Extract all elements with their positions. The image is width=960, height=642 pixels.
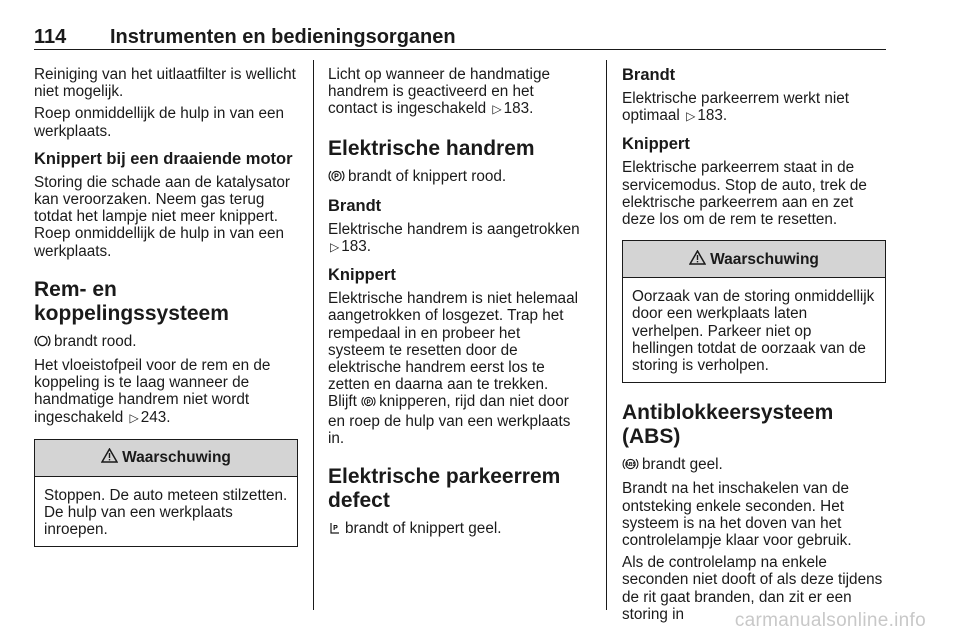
svg-text:P: P	[333, 525, 338, 533]
paragraph: Brandt na het inschakelen van de ontsteking enkele seconden. Het systeem is na het doven van het controlelampje klaar voor gebruik.	[622, 480, 852, 550]
parking-brake-icon	[361, 395, 376, 412]
chapter-title: Instrumenten en bedieningsorganen	[110, 26, 456, 48]
paragraph: Elektrische handrem is aangetrokken ▷ 183.	[328, 220, 580, 256]
parking-brake-icon	[328, 169, 345, 187]
warning-box	[34, 439, 298, 548]
page-reference[interactable]: 183.	[341, 238, 372, 256]
warning-header: Waarschuwing	[35, 440, 297, 477]
header-rule	[34, 49, 886, 50]
status-line: P brandt of knippert rood.	[328, 168, 580, 187]
column-2	[328, 66, 580, 544]
warning-box	[622, 240, 886, 383]
abs-icon	[622, 457, 639, 475]
paragraph: Reiniging van het uitlaatfilter is wellicht niet mogelijk.	[34, 66, 296, 101]
page-reference[interactable]: 183.	[697, 107, 728, 125]
paragraph: Het vloeistofpeil voor de rem en de koppeling is te laag wanneer de handmatige handrem niet wordt ingeschakeld ▷ 243.	[34, 357, 271, 426]
status-line: brandt rood.	[34, 333, 298, 352]
page-header	[34, 26, 886, 48]
page-reference-icon: ▷	[330, 240, 340, 255]
warning-text: Stoppen. De auto meteen stilzetten. De hulp van een werkplaats inroepen.	[44, 486, 288, 539]
column-divider-2	[606, 60, 607, 610]
subheading-brandt: Brandt	[622, 66, 676, 84]
status-line: P brandt of knippert geel.	[328, 520, 580, 539]
paragraph: Elektrische handrem is niet helemaal aangetrokken of losgezet. Trap het rempedaal in en probeer het systeem te resetten door de elektrische handrem eerst los te zetten en daarna aan te trekken. Blijft P knipperen, rijd dan niet door en roep de hulp van een werkplaats in.	[328, 290, 578, 447]
paragraph: Elektrische parkeerrem werkt niet optimaal ▷ 183.	[622, 90, 849, 125]
svg-text:ABS: ABS	[625, 462, 636, 469]
subheading-knippert-motor: Knippert bij een draaiende motor	[34, 149, 293, 168]
column-3	[622, 66, 886, 628]
subheading-brandt: Brandt	[328, 196, 382, 215]
column-divider-1	[313, 60, 314, 610]
svg-text:P: P	[366, 399, 371, 407]
page-reference[interactable]: 243.	[140, 408, 171, 426]
warning-text: Oorzaak van de storing onmiddellijk door een werkplaats laten verhelpen. Parkeer niet op hellingen totdat de oorzaak van de storing is verholpen.	[632, 288, 875, 375]
page-reference[interactable]: 183.	[503, 100, 534, 118]
paragraph: Licht op wanneer de handmatige handrem is geactiveerd en het contact is ingeschakeld ▷ 183.	[328, 66, 550, 118]
subheading-knippert: Knippert	[328, 266, 396, 285]
parking-brake-fault-icon	[328, 521, 342, 539]
watermark: carmanualsonline.info	[734, 610, 926, 631]
subheading-knippert: Knippert	[622, 135, 690, 154]
paragraph: Storing die schade aan de katalysator kan veroorzaken. Neem gas terug totdat het lampje niet meer knippert. Roep onmiddellijk de hulp in van een werkplaats.	[34, 173, 290, 260]
page-reference-icon: ▷	[129, 410, 139, 425]
warning-triangle-icon	[101, 448, 118, 467]
warning-header: Waarschuwing	[623, 241, 885, 278]
page-reference-icon: ▷	[686, 109, 696, 124]
svg-text:P: P	[334, 173, 339, 181]
page-number: 114	[34, 26, 67, 48]
column-1	[34, 66, 298, 557]
status-line: ABS brandt geel.	[622, 456, 886, 475]
heading-elektrische-handrem: Elektrische handrem	[328, 136, 535, 160]
heading-abs: Antiblokkeersysteem (ABS)	[622, 401, 834, 449]
heading-rem-koppeling: Rem- en koppelingssysteem	[34, 277, 229, 325]
heading-parkeerrem-defect: Elektrische parkeerrem defect	[328, 465, 561, 513]
warning-triangle-icon	[689, 250, 706, 269]
paragraph: Elektrische parkeerrem staat in de servicemodus. Stop de auto, trek de elektrische parkeerrem aan en zet deze los om de rem te resetten.	[622, 159, 867, 229]
paragraph: Roep onmiddellijk de hulp in van een werkplaats.	[34, 105, 285, 140]
paragraph: Als de controlelamp na enkele seconden niet dooft of als deze tijdens de rit gaat branden, dan zit er een storing in	[622, 554, 883, 623]
brake-warning-icon	[34, 334, 51, 352]
page-reference-icon: ▷	[492, 102, 502, 117]
